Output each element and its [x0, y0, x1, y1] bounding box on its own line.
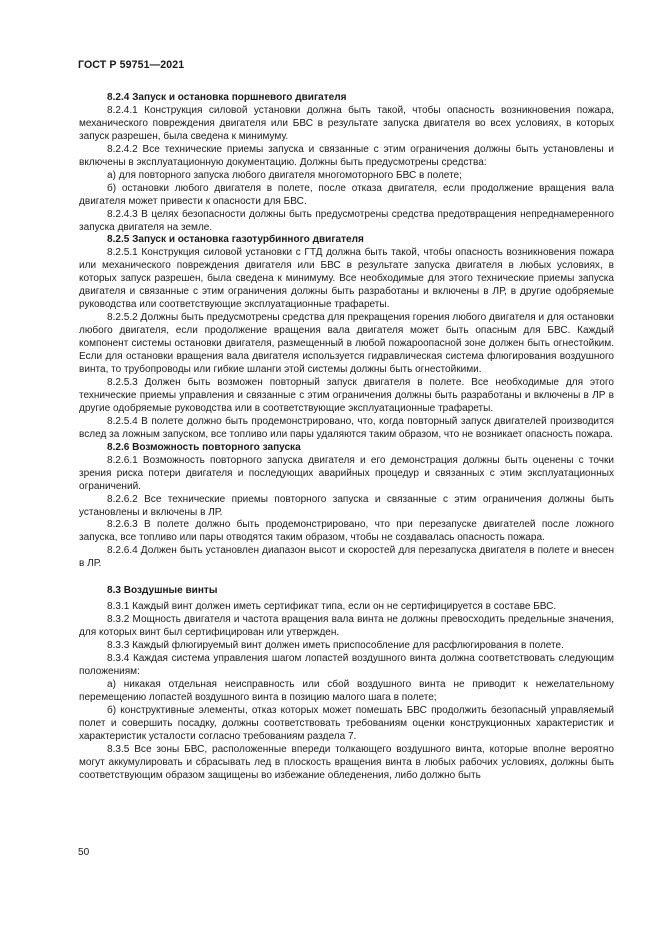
paragraph: 8.2.5.1 Конструкция силовой установки с ГТД должна быть такой, чтобы опасность возникновения пожара или механического повреждения двигателя или БВС в результате запуска двигателя в любых условиях, в которых запуск разрешен, была сведена к минимуму. Все необходимые для этого технические приемы запуска двигателя и связанные с этим ограничения должны быть разработаны и включены в ЛР, в другие одобряемые руководства или соответствующие эксплуатационные трафареты. — [79, 247, 614, 311]
section-heading: 8.3 Воздушные винты — [107, 585, 218, 597]
paragraph: 8.2.6.2 Все технические приемы повторного запуска и связанные с этим ограничения должны быть установлены и включены в ЛР. — [79, 493, 614, 518]
paragraph: а) для повторного запуска любого двигателя многомоторного БВС в полете; — [107, 169, 462, 181]
page-number: 50 — [78, 847, 90, 858]
paragraph: 8.2.6.3 В полете должно быть продемонстрировано, что при перезапуске двигателей после ложного запуска, все топливо или пары отводятся таким образом, чтобы не создавалась опасность пожара. — [79, 519, 614, 544]
paragraph: 8.2.4.2 Все технические приемы запуска и связанные с этим ограничения должны быть установлены и включены в эксплуатационную документацию. Должны быть предусмотрены средства: — [79, 143, 614, 168]
document-header: ГОСТ Р 59751—2021 — [78, 59, 185, 71]
paragraph: 8.2.5.2 Должны быть предусмотрены средства для прекращения горения любого двигателя и для остановки любого двигателя, если продолжение вращения вала двигателя может быть опасным для БВС. Каждый компонент системы остановки двигателя, размещенный в любой пожароопасной зоне должен быть огнестойким. Если для остановки вращения вала двигателя используется гидравлическая система флюгирования воздушного винта, то трубопроводы или гибкие шланги этой системы должны быть огнестойкими. — [79, 312, 614, 376]
paragraph: б) остановки любого двигателя в полете, после отказа двигателя, если продолжение вращения вала двигателя может привести к опасности для БВС. — [79, 182, 614, 207]
section-heading: 8.2.5 Запуск и остановка газотурбинного двигателя — [107, 234, 364, 246]
paragraph: 8.3.2 Мощность двигателя и частота вращения вала винта не должны превосходить предельные значения, для которых винт был сертифицирован или утвержден. — [79, 614, 614, 639]
section-heading: 8.2.4 Запуск и остановка поршневого двигателя — [107, 92, 347, 103]
paragraph: б) конструктивные элементы, отказ которых может помешать БВС продолжить безопасный управляемый полет и совершить посадку, должны соответствовать требованиям оценки конструкционных характеристик и характеристик усталости согласно требованиям раздела 7. — [79, 704, 614, 742]
paragraph: 8.3.4 Каждая система управления шагом лопастей воздушного винта должна соответствовать следующим положениям: — [79, 653, 614, 677]
paragraph: 8.2.6.4 Должен быть установлен диапазон высот и скоростей для перезапуска двигателя в полете и внесен в ЛР. — [79, 545, 614, 570]
paragraph: 8.2.5.4 В полете должно быть продемонстрировано, что, когда повторный запуск двигателей производится вслед за ложным запуском, все топливо или пары удаляются таким образом, что не возникает опасность пожара. — [79, 415, 614, 440]
paragraph: 8.2.4.3 В целях безопасности должны быть предусмотрены средства предотвращения непреднамеренного запуска двигателя на земле. — [79, 208, 614, 233]
paragraph: 8.2.6.1 Возможность повторного запуска двигателя и его демонстрация должны быть оценены с точки зрения риска потери двигателя и последующих аварийных процедур и связанных с этим эксплуатационных ограничений. — [79, 454, 614, 492]
paragraph: а) никакая отдельная неисправность или сбой воздушного винта не приводит к нежелательному перемещению лопастей воздушного винта в позицию малого шага в полете; — [79, 678, 614, 703]
section-heading: 8.2.6 Возможность повторного запуска — [107, 441, 301, 453]
paragraph: 8.2.5.3 Должен быть возможен повторный запуск двигателя в полете. Все необходимые для этого технические приемы управления и связанные с этим ограничения должны быть разработаны и включены в ЛР в другие одобряемые руководства или в соответствующие эксплуатационные трафареты. — [79, 376, 614, 414]
paragraph: 8.3.5 Все зоны БВС, расположенные впереди толкающего воздушного винта, которые вполне вероятно могут аккумулировать и сбрасывать лед в плоскость вращения винта в любых рабочих условиях, должны быть соответствующим образом защищены во избежание обледенения, либо должно быть — [79, 743, 614, 781]
document-body — [79, 92, 614, 783]
paragraph: 8.3.3 Каждый флюгируемый винт должен иметь приспособление для расфлюгирования в полете. — [107, 640, 564, 652]
paragraph: 8.2.4.1 Конструкция силовой установки должна быть такой, чтобы опасность возникновения пожара, механического повреждения двигателя или БВС в результате запуска двигателя во всех условиях, в которых запуск разрешен, была сведена к минимуму. — [79, 104, 614, 142]
paragraph: 8.3.1 Каждый винт должен иметь сертификат типа, если он не сертифицируется в составе БВС. — [107, 601, 557, 613]
